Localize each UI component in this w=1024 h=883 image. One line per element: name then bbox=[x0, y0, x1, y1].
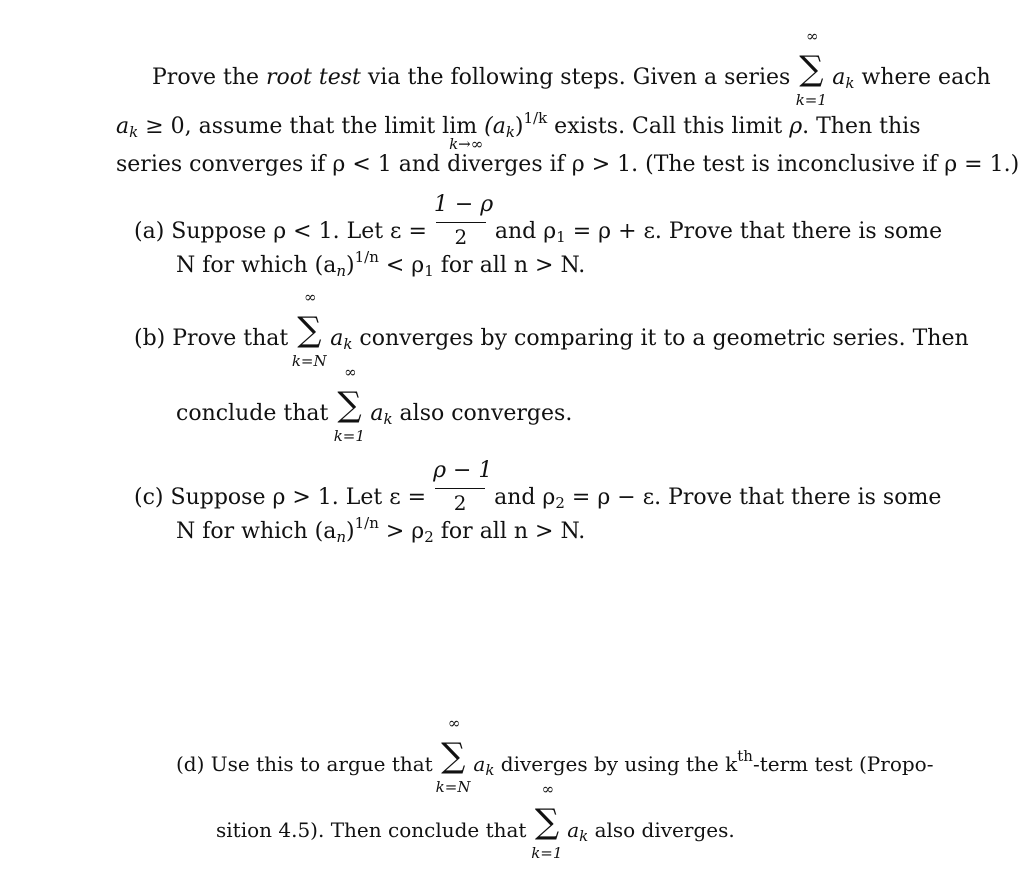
nonnegative-condition: ≥ 0 bbox=[145, 114, 185, 139]
part-a-line-2: N for which $(a_n)^{1/n} < \rho_1$ for all n > N. bbox=[176, 248, 586, 280]
intro-text: Prove the bbox=[152, 65, 267, 90]
part-b-line-2: conclude that ∞ ∑ k=1 $a_k$ also converges. bbox=[176, 363, 573, 445]
intro-line-1: Prove the root test via the following steps. Given a series ∞ ∑ k=1 $a_k$ where each bbox=[152, 27, 991, 109]
intro-text: series converges if ρ < 1 and diverges if ρ > 1. (The test is inconclusive if ρ = 1.) bbox=[116, 152, 1020, 177]
intro-line-2: $a_k \ge 0$, assume that the limit lim k→∞ $(a_k)^{1/k}$ exists. Call this limit ρ. Then this bbox=[116, 109, 921, 153]
sum-k1-infinity: ∞ ∑ k=1 bbox=[795, 27, 827, 109]
sum-k1-infinity: ∞ ∑ k=1 bbox=[531, 780, 563, 862]
sum-kN-infinity: ∞ ∑ k=N bbox=[291, 288, 327, 370]
root-test-emphasis: root test bbox=[266, 65, 361, 90]
part-d-label: (d) bbox=[176, 752, 205, 776]
part-c-line-2: N for which $(a_n)^{1/n} > \rho_2$ for all n > N. bbox=[176, 514, 586, 546]
sum-kN-infinity: ∞ ∑ k=N bbox=[435, 714, 471, 796]
part-a-line-1: (a) Suppose ρ < 1. Let ε = $\frac{1 - \rho}{2}$ and $\rho_1 = \rho + \varepsilon$. Prove that there is some bbox=[134, 192, 943, 249]
part-b-label: (b) bbox=[134, 326, 166, 351]
part-d-line-2: sition 4.5). Then conclude that ∞ ∑ k=1 $a_k$ also diverges. bbox=[216, 780, 735, 862]
part-b-line-1: (b) Prove that ∞ ∑ k=N $a_k$ converges by comparing it to a geometric series. Then bbox=[134, 288, 969, 370]
intro-text: exists. Call this limit bbox=[547, 114, 790, 139]
intro-text: , assume that the limit bbox=[184, 114, 443, 139]
intro-text: via the following steps. Given a series bbox=[360, 65, 798, 90]
sum-k1-infinity: ∞ ∑ k=1 bbox=[333, 363, 365, 445]
part-a-label: (a) bbox=[134, 219, 165, 244]
part-c-label: (c) bbox=[134, 485, 164, 510]
intro-text: where each bbox=[854, 65, 991, 90]
intro-text: . Then this bbox=[802, 114, 921, 139]
fraction-epsilon-c: $\frac{\rho - 1}{2}$ bbox=[433, 458, 493, 515]
limit-expression: lim k→∞ bbox=[442, 114, 484, 153]
part-d-line-1: (d) Use this to argue that ∞ ∑ k=N $a_k$ diverges by using the $k^{th}$-term test (Propo- bbox=[176, 714, 934, 796]
fraction-epsilon-a: $\frac{1 - \rho}{2}$ bbox=[433, 192, 494, 249]
part-c-line-1: (c) Suppose ρ > 1. Let ε = $\frac{\rho - 1}{2}$ and $\rho_2 = \rho - \varepsilon$. Prove that there is some bbox=[134, 458, 942, 515]
intro-line-3 bbox=[116, 152, 1019, 178]
